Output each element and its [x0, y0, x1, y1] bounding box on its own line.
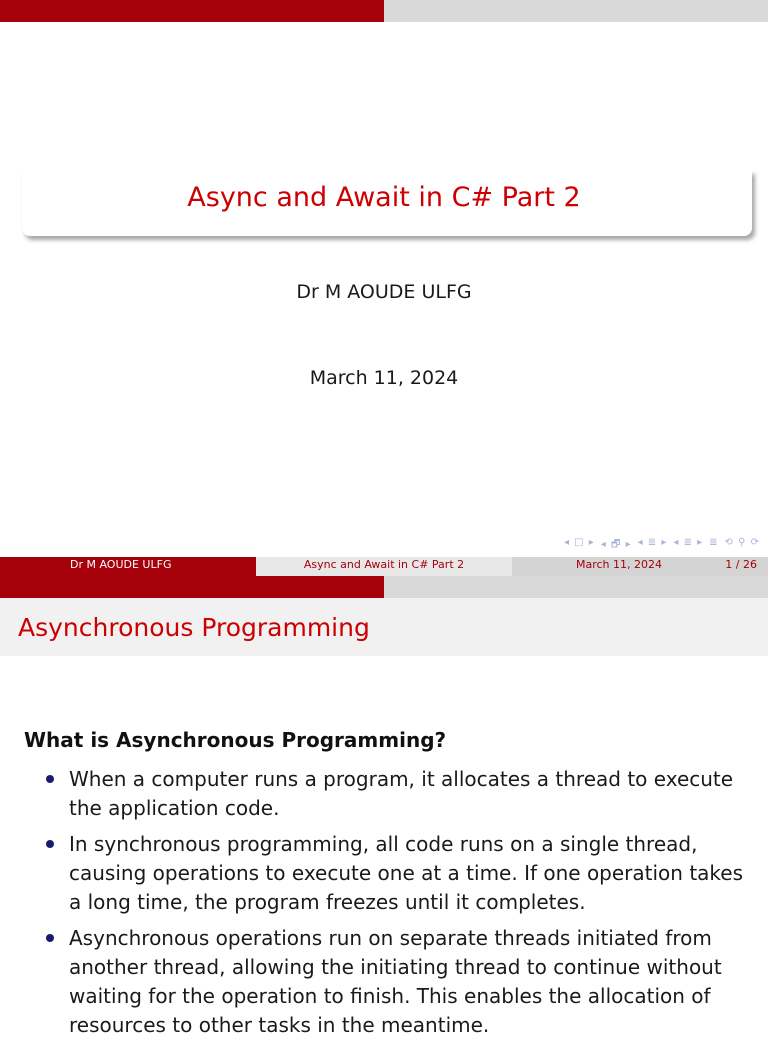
footer-title: Async and Await in C# Part 2 [256, 557, 512, 576]
nav-section-icon[interactable]: ◂ ≣ ▸ [637, 537, 668, 548]
bullet-icon [46, 840, 54, 848]
content-slide [0, 576, 768, 1037]
block-title: What is Asynchronous Programming? [24, 728, 447, 752]
header-bar-left [0, 0, 384, 22]
beamer-navigation [564, 537, 760, 554]
list-item [42, 924, 754, 1040]
footer-date: March 11, 2024 [576, 558, 663, 571]
header-bar-left [0, 576, 384, 598]
frame-title: Asynchronous Programming [18, 613, 370, 642]
list-item-text: In synchronous programming, all code runs on a single thread, causing operations to execute one at a time. If one operation takes a long time, the program freezes until it completes. [69, 832, 744, 914]
footer-page-number: 1 / 26 [725, 558, 757, 571]
footer-right [512, 557, 768, 576]
presentation-date: March 11, 2024 [309, 367, 459, 389]
nav-search-icon[interactable]: ⟲ ⚲ ⟳ [724, 537, 760, 548]
nav-part-icon[interactable]: ◂ ≣ ▸ [673, 537, 704, 548]
list-item [42, 830, 754, 917]
list-item-text: When a computer runs a program, it allocates a thread to execute the application code. [69, 767, 734, 820]
nav-list-icon[interactable]: ≣ [709, 537, 719, 548]
footer-bar [0, 557, 768, 576]
nav-frame-icon[interactable]: ◂ □ ▸ [563, 537, 595, 548]
bullet-icon [46, 775, 54, 783]
presentation-title: Async and Await in C# Part 2 [187, 182, 581, 213]
header-bar [0, 576, 768, 598]
header-bar-right [384, 0, 768, 22]
nav-subsection-icon[interactable]: ◂ 🗗 ▸ [600, 539, 632, 550]
bullet-list [42, 765, 754, 1047]
list-item [42, 765, 754, 823]
header-bar-right [384, 576, 768, 598]
header-bar [0, 0, 768, 22]
footer-author: Dr M AOUDE ULFG [0, 557, 256, 576]
presentation-author: Dr M AOUDE ULFG [296, 281, 472, 303]
bullet-icon [46, 934, 54, 942]
list-item-text: Asynchronous operations run on separate threads initiated from another thread, allowing the initiating thread to continue without waiting for the operation to finish. This enables the allocation of resources to other tasks in the meantime. [69, 926, 722, 1037]
